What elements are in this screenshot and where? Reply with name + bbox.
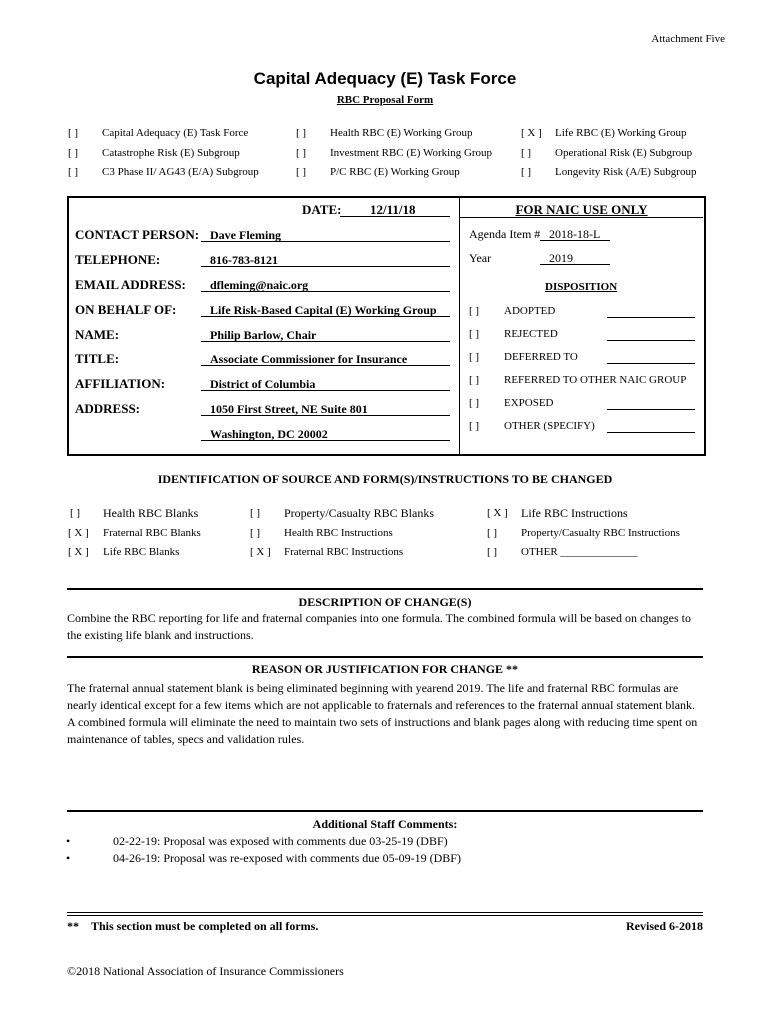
checkbox[interactable]: [ ] xyxy=(70,507,81,519)
checkbox[interactable]: [ ] xyxy=(296,147,307,159)
disposition-underline xyxy=(607,317,695,318)
checkbox[interactable]: [ ] xyxy=(469,374,480,386)
checkbox-label: Longevity Risk (A/E) Subgroup xyxy=(555,166,697,178)
identification-heading: IDENTIFICATION OF SOURCE AND FORM(S)/INSTRUCTIONS TO BE CHANGED xyxy=(157,472,613,486)
checkbox-label: Capital Adequacy (E) Task Force xyxy=(102,127,249,139)
comment-text: 02-22-19: Proposal was exposed with comments due 03-25-19 (DBF) xyxy=(113,834,448,848)
bullet-icon: • xyxy=(66,851,71,865)
field-label: NAME: xyxy=(75,327,120,342)
checkbox[interactable]: [ ] xyxy=(469,328,480,340)
agenda-underline xyxy=(540,240,610,241)
checkbox[interactable]: [ X ] xyxy=(250,546,271,558)
checkbox[interactable]: [ ] xyxy=(469,351,480,363)
agenda-label: Agenda Item # xyxy=(469,227,541,241)
field-underline xyxy=(201,241,450,242)
checkbox[interactable]: [ ] xyxy=(469,420,480,432)
disposition-heading: DISPOSITION xyxy=(545,281,618,293)
reason-text: The fraternal annual statement blank is being eliminated beginning with yearend 2019. The life and fraternal RBC formulas are nearly identical except for a few items which are not applicable to fraternals and references to the fraternal annual statement blank. A combined formula will eliminate the need to maintain two sets of instructions and blank pages along with reducing time spent on maintenance of tables, specs and validation rules. xyxy=(67,681,698,746)
checkbox[interactable]: [ X ] xyxy=(521,127,542,139)
checkbox[interactable]: [ ] xyxy=(487,546,498,558)
year-value[interactable]: 2019 xyxy=(549,251,573,265)
naic-heading: FOR NAIC USE ONLY xyxy=(515,202,648,217)
comment-text: 04-26-19: Proposal was re-exposed with comments due 05-09-19 (DBF) xyxy=(113,851,461,865)
field-underline xyxy=(201,365,450,366)
year-label: Year xyxy=(469,251,492,265)
disposition-underline xyxy=(607,409,695,410)
checkbox[interactable]: [ ] xyxy=(469,305,480,317)
page-title: Capital Adequacy (E) Task Force xyxy=(253,69,517,88)
checkbox-label: Operational Risk (E) Subgroup xyxy=(555,147,693,159)
year-underline xyxy=(540,264,610,265)
field-value[interactable]: 1050 First Street, NE Suite 801 xyxy=(210,402,368,416)
checkbox-label: P/C RBC (E) Working Group xyxy=(330,166,460,178)
field-underline xyxy=(201,266,450,267)
checkbox-label: Health RBC Blanks xyxy=(103,506,199,520)
section-rule xyxy=(67,810,703,812)
field-label: AFFILIATION: xyxy=(75,376,166,391)
footer-rule xyxy=(67,912,703,913)
checkbox[interactable]: [ ] xyxy=(68,127,79,139)
checkbox-label: Life RBC Blanks xyxy=(103,546,180,558)
field-label: CONTACT PERSON: xyxy=(75,227,200,242)
checkbox-label: Fraternal RBC Instructions xyxy=(284,546,404,558)
field-underline xyxy=(201,341,450,342)
date-underline xyxy=(340,216,450,217)
section-rule xyxy=(67,588,703,590)
field-value[interactable]: 816-783-8121 xyxy=(210,253,278,267)
agenda-value[interactable]: 2018-18-L xyxy=(549,227,601,241)
checkbox[interactable]: [ ] xyxy=(250,507,261,519)
checkbox-label: Health RBC Instructions xyxy=(284,527,393,539)
checkbox-label: REJECTED xyxy=(504,328,558,340)
bullet-icon: • xyxy=(66,834,71,848)
checkbox-label: Health RBC (E) Working Group xyxy=(330,127,473,139)
checkbox-label: Property/Casualty RBC Instructions xyxy=(521,527,680,539)
field-underline xyxy=(201,291,450,292)
checkbox-label: Catastrophe Risk (E) Subgroup xyxy=(102,147,240,159)
field-value[interactable]: Associate Commissioner for Insurance xyxy=(210,352,408,366)
field-value[interactable]: District of Columbia xyxy=(210,377,316,391)
field-underline xyxy=(201,316,450,317)
field-value[interactable]: dfleming@naic.org xyxy=(210,278,309,292)
checkbox[interactable]: [ X ] xyxy=(487,507,508,519)
copyright: ©2018 National Association of Insurance Commissioners xyxy=(67,964,344,978)
checkbox-label: EXPOSED xyxy=(504,397,554,409)
checkbox[interactable]: [ ] xyxy=(296,166,307,178)
checkbox[interactable]: [ X ] xyxy=(68,527,89,539)
checkbox[interactable]: [ ] xyxy=(521,166,532,178)
revised-date: Revised 6-2018 xyxy=(626,919,703,933)
description-text: Combine the RBC reporting for life and fraternal companies into one formula. The combined formula will be based on changes to the existing life blank and instructions. xyxy=(67,611,691,642)
checkbox[interactable]: [ ] xyxy=(68,166,79,178)
disposition-underline xyxy=(607,363,695,364)
address-line-2[interactable]: Washington, DC 20002 xyxy=(210,427,328,441)
field-label: TELEPHONE: xyxy=(75,252,161,267)
checkbox[interactable]: [ ] xyxy=(250,527,261,539)
field-label: ON BEHALF OF: xyxy=(75,302,177,317)
field-label: TITLE: xyxy=(75,351,120,366)
reason-heading: REASON OR JUSTIFICATION FOR CHANGE ** xyxy=(251,662,519,676)
box-divider xyxy=(459,198,460,454)
checkbox-label: ADOPTED xyxy=(504,305,556,317)
checkbox[interactable]: [ ] xyxy=(68,147,79,159)
checkbox-label: Fraternal RBC Blanks xyxy=(103,527,201,539)
checkbox-label: REFERRED TO OTHER NAIC GROUP xyxy=(504,374,687,386)
checkbox-label: OTHER ______________ xyxy=(521,546,638,558)
field-underline xyxy=(201,390,450,391)
checkbox[interactable]: [ ] xyxy=(521,147,532,159)
description-heading: DESCRIPTION OF CHANGE(S) xyxy=(298,595,472,609)
disposition-underline xyxy=(607,340,695,341)
checkbox-label: Property/Casualty RBC Blanks xyxy=(284,506,434,520)
staff-comments-heading: Additional Staff Comments: xyxy=(312,817,458,831)
section-rule xyxy=(67,656,703,658)
field-label: EMAIL ADDRESS: xyxy=(75,277,186,292)
checkbox-label: Life RBC Instructions xyxy=(521,506,628,520)
page-subtitle: RBC Proposal Form xyxy=(336,94,434,106)
checkbox-label: C3 Phase II/ AG43 (E/A) Subgroup xyxy=(102,166,259,178)
field-underline xyxy=(201,415,450,416)
attachment-label: Attachment Five xyxy=(651,33,725,45)
checkbox-label: Investment RBC (E) Working Group xyxy=(330,147,493,159)
field-underline xyxy=(201,440,450,441)
field-value[interactable]: Philip Barlow, Chair xyxy=(210,328,317,342)
date-value: 12/11/18 xyxy=(370,202,416,217)
footer-note-marker: ** xyxy=(67,919,79,933)
date-label: DATE: xyxy=(302,202,342,217)
footer-rule xyxy=(67,915,703,916)
checkbox[interactable]: [ ] xyxy=(469,397,480,409)
checkbox[interactable]: [ X ] xyxy=(68,546,89,558)
checkbox-label: OTHER (SPECIFY) xyxy=(504,420,595,432)
checkbox-label: DEFERRED TO xyxy=(504,351,578,363)
footer-note: This section must be completed on all forms. xyxy=(91,919,319,933)
field-value[interactable]: Life Risk-Based Capital (E) Working Group xyxy=(210,303,437,317)
field-value[interactable]: Dave Fleming xyxy=(210,228,281,242)
checkbox[interactable]: [ ] xyxy=(296,127,307,139)
disposition-underline xyxy=(607,432,695,433)
checkbox-label: Life RBC (E) Working Group xyxy=(555,127,687,139)
field-label: ADDRESS: xyxy=(75,401,141,416)
checkbox[interactable]: [ ] xyxy=(487,527,498,539)
